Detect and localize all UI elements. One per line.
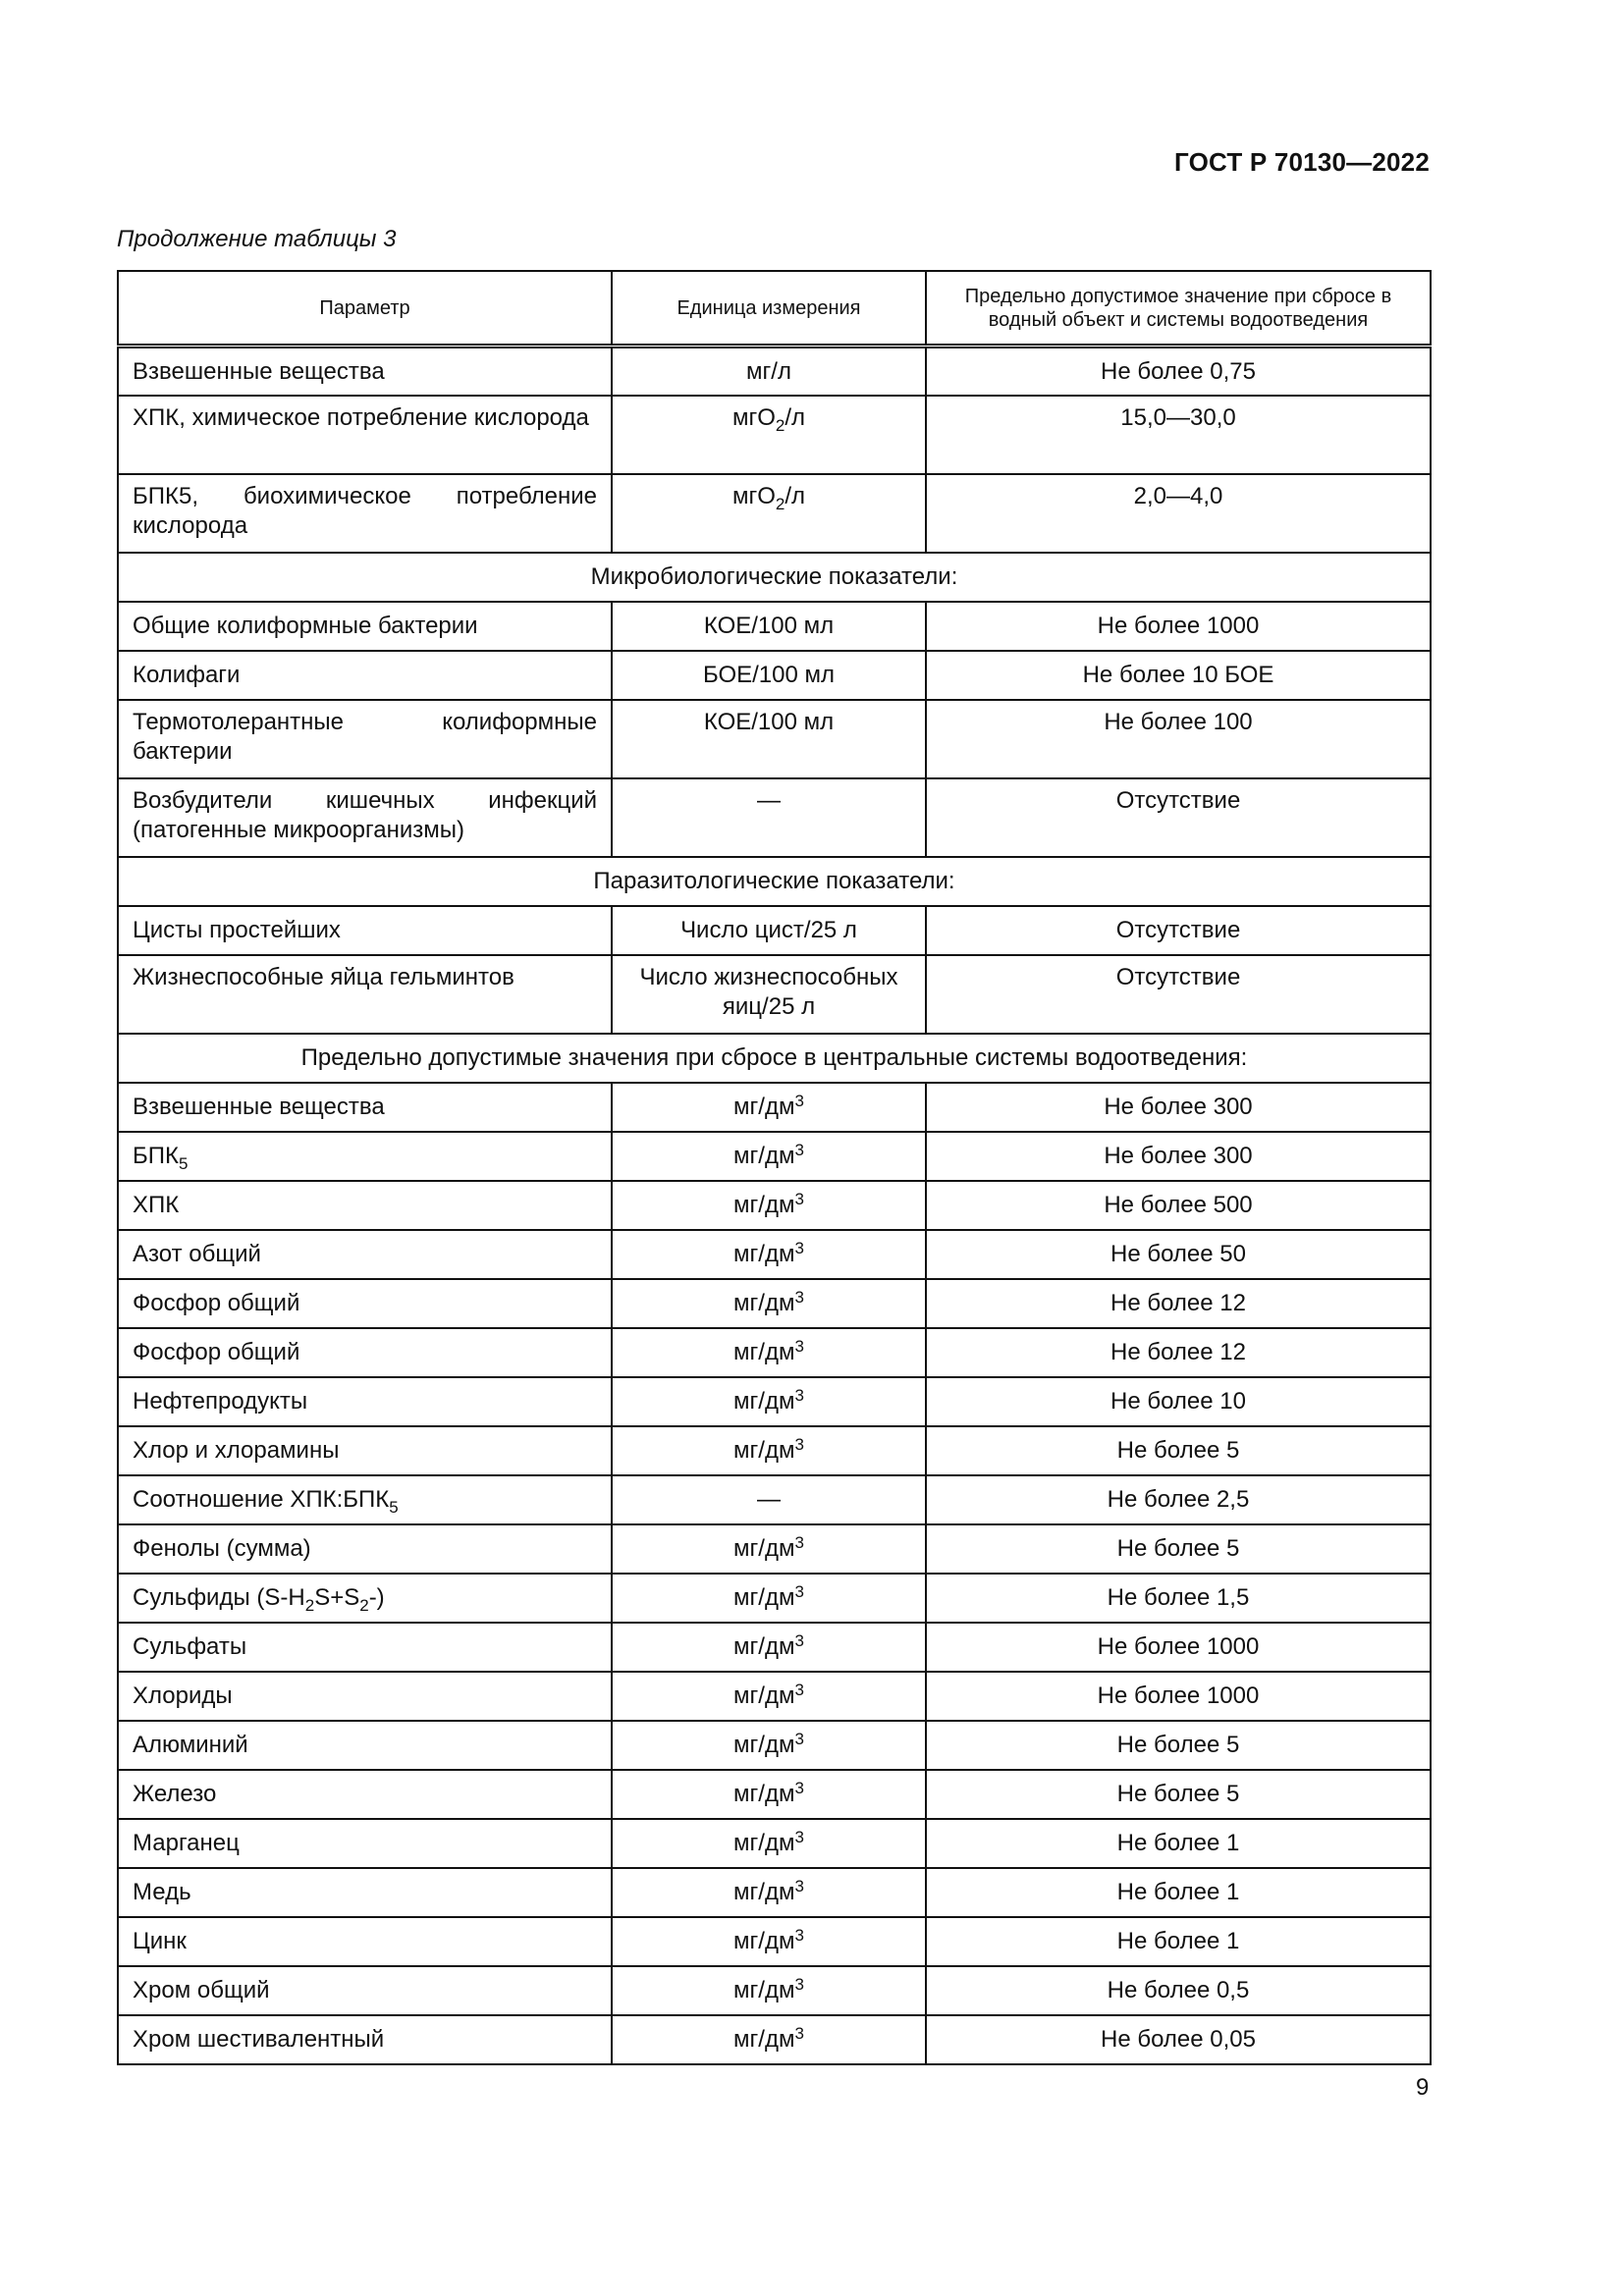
param-cell: [118, 1132, 612, 1181]
unit-superscript: 3: [794, 1925, 804, 1945]
unit-text: мг/дм: [733, 1878, 795, 1905]
unit-text: мг/дм: [733, 2025, 795, 2053]
unit-superscript: 3: [794, 1238, 804, 1257]
unit-subscript: 2: [775, 494, 785, 513]
value-cell: Не более 1000: [926, 602, 1431, 651]
param-cell: Фосфор общий: [118, 1279, 612, 1328]
param-cell: Алюминий: [118, 1721, 612, 1770]
param-cell: ХПК: [118, 1181, 612, 1230]
param-cell: Хлориды: [118, 1672, 612, 1721]
unit-text: мг/дм: [733, 1093, 795, 1120]
table-row: [118, 1623, 1431, 1672]
unit-cell: [612, 1083, 926, 1132]
value-cell: Не более 0,75: [926, 347, 1431, 396]
param-text: -): [368, 1583, 385, 1611]
table-row: [118, 651, 1431, 700]
param-cell: Фосфор общий: [118, 1328, 612, 1377]
unit-cell: [612, 1377, 926, 1426]
value-cell: Не более 1000: [926, 1623, 1431, 1672]
unit-cell: [612, 1868, 926, 1917]
param-cell: Жизнеспособные яйца гельминтов: [118, 955, 612, 1034]
unit-cell: [612, 1819, 926, 1868]
table-row: [118, 1132, 1431, 1181]
table-row: [118, 396, 1431, 474]
unit-cell: [612, 1966, 926, 2015]
value-cell: Не более 5: [926, 1426, 1431, 1475]
value-cell: Не более 5: [926, 1770, 1431, 1819]
param-cell: БПК5, биохимическое потребление кислорода: [118, 474, 612, 553]
column-header-limit: Предельно допустимое значение при сбросе в водный объект и системы водоотведения: [926, 271, 1431, 347]
unit-text: мг/дм: [733, 1829, 795, 1856]
table-row: [118, 1377, 1431, 1426]
unit-cell: Число цист/25 л: [612, 906, 926, 955]
param-subscript: 5: [389, 1497, 399, 1517]
table-row: [118, 1230, 1431, 1279]
unit-text: /л: [785, 403, 806, 431]
param-cell: Азот общий: [118, 1230, 612, 1279]
param-cell: Хром шестивалентный: [118, 2015, 612, 2064]
unit-cell: [612, 2015, 926, 2064]
unit-cell: КОЕ/100 мл: [612, 700, 926, 778]
unit-superscript: 3: [794, 1974, 804, 1994]
param-cell: Железо: [118, 1770, 612, 1819]
value-cell: Не более 5: [926, 1524, 1431, 1574]
param-cell: Хром общий: [118, 1966, 612, 2015]
table-row: [118, 1279, 1431, 1328]
unit-superscript: 3: [794, 1778, 804, 1797]
unit-cell: —: [612, 1475, 926, 1524]
unit-cell: мг/л: [612, 347, 926, 396]
param-cell: Термотолерантные колиформные бактерии: [118, 700, 612, 778]
table-row: [118, 602, 1431, 651]
value-cell: Не более 12: [926, 1279, 1431, 1328]
unit-cell: [612, 1623, 926, 1672]
unit-text: мг/дм: [733, 1191, 795, 1218]
table-row: [118, 778, 1431, 857]
value-cell: Не более 300: [926, 1083, 1431, 1132]
param-cell: Медь: [118, 1868, 612, 1917]
unit-subscript: 2: [775, 415, 785, 435]
unit-superscript: 3: [794, 1091, 804, 1110]
table-row: [118, 1083, 1431, 1132]
unit-superscript: 3: [794, 1680, 804, 1699]
param-text: Сульфиды (S-H: [133, 1583, 305, 1611]
unit-superscript: 3: [794, 1581, 804, 1601]
unit-text: мг/дм: [733, 1240, 795, 1267]
table-row: [118, 1770, 1431, 1819]
param-cell: Колифаги: [118, 651, 612, 700]
unit-cell: [612, 474, 926, 553]
unit-superscript: 3: [794, 1189, 804, 1208]
unit-text: мг/дм: [733, 1387, 795, 1415]
page-number: 9: [1416, 2074, 1430, 2101]
table-caption: Продолжение таблицы 3: [117, 226, 397, 252]
table-row: [118, 906, 1431, 955]
unit-superscript: 3: [794, 1385, 804, 1405]
param-cell: Цинк: [118, 1917, 612, 1966]
unit-cell: [612, 396, 926, 474]
table-row: [118, 1819, 1431, 1868]
param-cell: Цисты простейших: [118, 906, 612, 955]
param-cell: [118, 1574, 612, 1623]
unit-text: мг/дм: [733, 1927, 795, 1954]
unit-superscript: 3: [794, 1729, 804, 1748]
unit-cell: [612, 1721, 926, 1770]
unit-text: мг/дм: [733, 1338, 795, 1365]
param-cell: Возбудители кишечных инфекций (патогенные микроорганизмы): [118, 778, 612, 857]
unit-superscript: 3: [794, 1434, 804, 1454]
value-cell: Не более 2,5: [926, 1475, 1431, 1524]
section-heading: Паразитологические показатели:: [118, 857, 1431, 906]
param-cell: Фенолы (сумма): [118, 1524, 612, 1574]
param-text: S+S: [314, 1583, 360, 1611]
value-cell: Не более 1: [926, 1819, 1431, 1868]
table-row: [118, 1475, 1431, 1524]
unit-superscript: 3: [794, 1287, 804, 1307]
unit-text: мгО: [731, 403, 776, 431]
param-cell: Нефтепродукты: [118, 1377, 612, 1426]
unit-cell: Число жизнеспособных яиц/25 л: [612, 955, 926, 1034]
unit-cell: [612, 1672, 926, 1721]
value-cell: Не более 10 БОЕ: [926, 651, 1431, 700]
unit-text: мг/дм: [733, 1436, 795, 1464]
unit-text: мг/дм: [733, 1289, 795, 1316]
table-row: [118, 1574, 1431, 1623]
unit-text: мг/дм: [733, 1632, 795, 1660]
value-cell: Не более 300: [926, 1132, 1431, 1181]
value-cell: Не более 50: [926, 1230, 1431, 1279]
unit-cell: КОЕ/100 мл: [612, 602, 926, 651]
unit-superscript: 3: [794, 2023, 804, 2043]
unit-cell: [612, 1132, 926, 1181]
value-cell: Не более 100: [926, 700, 1431, 778]
table-row: [118, 1917, 1431, 1966]
table-row: [118, 700, 1431, 778]
column-header-unit: Единица измерения: [612, 271, 926, 347]
unit-cell: [612, 1426, 926, 1475]
param-text: БПК: [133, 1142, 179, 1169]
unit-superscript: 3: [794, 1630, 804, 1650]
value-cell: Не более 0,05: [926, 2015, 1431, 2064]
unit-cell: БОЕ/100 мл: [612, 651, 926, 700]
param-subscript: 5: [178, 1153, 189, 1173]
value-cell: Не более 5: [926, 1721, 1431, 1770]
unit-superscript: 3: [794, 1876, 804, 1896]
table-row: [118, 1721, 1431, 1770]
param-subscript: 2: [304, 1595, 315, 1615]
param-cell: Сульфаты: [118, 1623, 612, 1672]
unit-cell: —: [612, 778, 926, 857]
section-heading: Микробиологические показатели:: [118, 553, 1431, 602]
table-row: [118, 474, 1431, 553]
table-row: [118, 1524, 1431, 1574]
unit-cell: [612, 1328, 926, 1377]
param-cell: Общие колиформные бактерии: [118, 602, 612, 651]
unit-text: /л: [785, 482, 806, 509]
param-subscript: 2: [359, 1595, 369, 1615]
standard-code: ГОСТ Р 70130—2022: [1174, 147, 1430, 177]
table-row: [118, 955, 1431, 1034]
unit-text: мг/дм: [733, 1583, 795, 1611]
value-cell: Не более 0,5: [926, 1966, 1431, 2015]
value-cell: Не более 500: [926, 1181, 1431, 1230]
param-cell: ХПК, химическое потребление кислорода: [118, 396, 612, 474]
unit-superscript: 3: [794, 1532, 804, 1552]
param-cell: Марганец: [118, 1819, 612, 1868]
unit-cell: [612, 1917, 926, 1966]
value-cell: Не более 1000: [926, 1672, 1431, 1721]
unit-cell: [612, 1279, 926, 1328]
section-row-micro: [118, 553, 1431, 602]
value-cell: Не более 1: [926, 1917, 1431, 1966]
unit-superscript: 3: [794, 1140, 804, 1159]
unit-text: мг/дм: [733, 1731, 795, 1758]
table-row: [118, 347, 1431, 396]
value-cell: 2,0—4,0: [926, 474, 1431, 553]
table-row: [118, 2015, 1431, 2064]
table-header-row: [118, 271, 1431, 347]
unit-cell: [612, 1574, 926, 1623]
unit-cell: [612, 1524, 926, 1574]
param-text: Соотношение ХПК:БПК: [133, 1485, 390, 1513]
value-cell: Не более 12: [926, 1328, 1431, 1377]
unit-superscript: 3: [794, 1336, 804, 1356]
unit-text: мг/дм: [733, 1142, 795, 1169]
value-cell: Не более 1: [926, 1868, 1431, 1917]
value-cell: Не более 10: [926, 1377, 1431, 1426]
limits-table: [117, 270, 1432, 2065]
table-row: [118, 1672, 1431, 1721]
param-cell: [118, 1475, 612, 1524]
unit-superscript: 3: [794, 1827, 804, 1846]
param-cell: Взвешенные вещества: [118, 347, 612, 396]
unit-text: мгО: [731, 482, 776, 509]
param-cell: Взвешенные вещества: [118, 1083, 612, 1132]
unit-text: мг/дм: [733, 1976, 795, 2003]
value-cell: Не более 1,5: [926, 1574, 1431, 1623]
value-cell: Отсутствие: [926, 778, 1431, 857]
unit-cell: [612, 1770, 926, 1819]
table-row: [118, 1966, 1431, 2015]
table-row: [118, 1426, 1431, 1475]
section-row-central: [118, 1034, 1431, 1083]
unit-cell: [612, 1230, 926, 1279]
value-cell: Отсутствие: [926, 906, 1431, 955]
unit-text: мг/дм: [733, 1534, 795, 1562]
table-row: [118, 1868, 1431, 1917]
value-cell: Отсутствие: [926, 955, 1431, 1034]
section-row-parasite: [118, 857, 1431, 906]
table-row: [118, 1328, 1431, 1377]
section-heading: Предельно допустимые значения при сбросе в центральные системы водоотведения:: [118, 1034, 1431, 1083]
unit-cell: [612, 1181, 926, 1230]
value-cell: 15,0—30,0: [926, 396, 1431, 474]
column-header-parameter: Параметр: [118, 271, 612, 347]
unit-text: мг/дм: [733, 1682, 795, 1709]
table-row: [118, 1181, 1431, 1230]
unit-text: мг/дм: [733, 1780, 795, 1807]
param-cell: Хлор и хлорамины: [118, 1426, 612, 1475]
